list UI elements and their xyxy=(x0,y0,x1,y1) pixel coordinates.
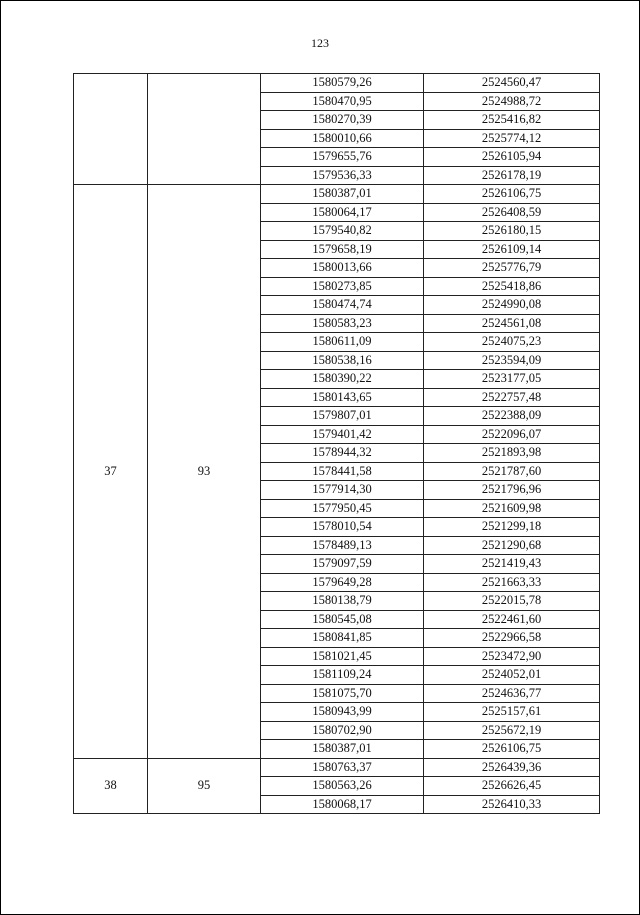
x-coordinate-cell: 1578441,58 xyxy=(261,462,424,481)
plot-number-cell: 38 xyxy=(74,758,148,814)
x-coordinate-cell: 1580943,99 xyxy=(261,703,424,722)
x-coordinate-cell: 1580143,65 xyxy=(261,388,424,407)
x-coordinate-cell: 1580563,26 xyxy=(261,777,424,796)
y-coordinate-cell: 2526106,75 xyxy=(424,740,600,759)
x-coordinate-cell: 1579401,42 xyxy=(261,425,424,444)
x-coordinate-cell: 1580538,16 xyxy=(261,351,424,370)
y-coordinate-cell: 2526439,36 xyxy=(424,758,600,777)
y-coordinate-cell: 2524560,47 xyxy=(424,74,600,93)
table-row xyxy=(74,185,600,204)
x-coordinate-cell: 1579655,76 xyxy=(261,148,424,167)
x-coordinate-cell: 1580387,01 xyxy=(261,185,424,204)
x-coordinate-cell: 1579536,33 xyxy=(261,166,424,185)
x-coordinate-cell: 1577914,30 xyxy=(261,481,424,500)
y-coordinate-cell: 2524636,77 xyxy=(424,684,600,703)
x-coordinate-cell: 1579540,82 xyxy=(261,222,424,241)
y-coordinate-cell: 2526109,14 xyxy=(424,240,600,259)
y-coordinate-cell: 2525672,19 xyxy=(424,721,600,740)
y-coordinate-cell: 2526180,15 xyxy=(424,222,600,241)
x-coordinate-cell: 1580579,26 xyxy=(261,74,424,93)
x-coordinate-cell: 1580270,39 xyxy=(261,111,424,130)
plot-code-cell xyxy=(148,74,261,185)
plot-code-cell: 93 xyxy=(148,185,261,759)
y-coordinate-cell: 2526410,33 xyxy=(424,795,600,814)
y-coordinate-cell: 2524075,23 xyxy=(424,333,600,352)
coordinates-table-body xyxy=(74,74,600,814)
y-coordinate-cell: 2524990,08 xyxy=(424,296,600,315)
x-coordinate-cell: 1580763,37 xyxy=(261,758,424,777)
y-coordinate-cell: 2523177,05 xyxy=(424,370,600,389)
x-coordinate-cell: 1581075,70 xyxy=(261,684,424,703)
y-coordinate-cell: 2522757,48 xyxy=(424,388,600,407)
table-row xyxy=(74,758,600,777)
y-coordinate-cell: 2525774,12 xyxy=(424,129,600,148)
y-coordinate-cell: 2522461,60 xyxy=(424,610,600,629)
x-coordinate-cell: 1577950,45 xyxy=(261,499,424,518)
y-coordinate-cell: 2522388,09 xyxy=(424,407,600,426)
x-coordinate-cell: 1580841,85 xyxy=(261,629,424,648)
y-coordinate-cell: 2525157,61 xyxy=(424,703,600,722)
x-coordinate-cell: 1579649,28 xyxy=(261,573,424,592)
y-coordinate-cell: 2524988,72 xyxy=(424,92,600,111)
y-coordinate-cell: 2526178,19 xyxy=(424,166,600,185)
plot-number-cell xyxy=(74,74,148,185)
y-coordinate-cell: 2526105,94 xyxy=(424,148,600,167)
x-coordinate-cell: 1578944,32 xyxy=(261,444,424,463)
y-coordinate-cell: 2526408,59 xyxy=(424,203,600,222)
x-coordinate-cell: 1580068,17 xyxy=(261,795,424,814)
y-coordinate-cell: 2525416,82 xyxy=(424,111,600,130)
plot-code-cell: 95 xyxy=(148,758,261,814)
y-coordinate-cell: 2521290,68 xyxy=(424,536,600,555)
page-number: 123 xyxy=(311,36,329,50)
x-coordinate-cell: 1581109,24 xyxy=(261,666,424,685)
y-coordinate-cell: 2522096,07 xyxy=(424,425,600,444)
x-coordinate-cell: 1580138,79 xyxy=(261,592,424,611)
x-coordinate-cell: 1580273,85 xyxy=(261,277,424,296)
x-coordinate-cell: 1580583,23 xyxy=(261,314,424,333)
y-coordinate-cell: 2521787,60 xyxy=(424,462,600,481)
y-coordinate-cell: 2523594,09 xyxy=(424,351,600,370)
x-coordinate-cell: 1580064,17 xyxy=(261,203,424,222)
y-coordinate-cell: 2521609,98 xyxy=(424,499,600,518)
x-coordinate-cell: 1579807,01 xyxy=(261,407,424,426)
y-coordinate-cell: 2524052,01 xyxy=(424,666,600,685)
y-coordinate-cell: 2521796,96 xyxy=(424,481,600,500)
x-coordinate-cell: 1578010,54 xyxy=(261,518,424,537)
y-coordinate-cell: 2523472,90 xyxy=(424,647,600,666)
x-coordinate-cell: 1580474,74 xyxy=(261,296,424,315)
x-coordinate-cell: 1578489,13 xyxy=(261,536,424,555)
x-coordinate-cell: 1580010,66 xyxy=(261,129,424,148)
y-coordinate-cell: 2521893,98 xyxy=(424,444,600,463)
y-coordinate-cell: 2521299,18 xyxy=(424,518,600,537)
y-coordinate-cell: 2525776,79 xyxy=(424,259,600,278)
y-coordinate-cell: 2526626,45 xyxy=(424,777,600,796)
plot-number-cell: 37 xyxy=(74,185,148,759)
y-coordinate-cell: 2524561,08 xyxy=(424,314,600,333)
table-row xyxy=(74,74,600,93)
x-coordinate-cell: 1579658,19 xyxy=(261,240,424,259)
x-coordinate-cell: 1580545,08 xyxy=(261,610,424,629)
x-coordinate-cell: 1580470,95 xyxy=(261,92,424,111)
y-coordinate-cell: 2521419,43 xyxy=(424,555,600,574)
y-coordinate-cell: 2522966,58 xyxy=(424,629,600,648)
x-coordinate-cell: 1580013,66 xyxy=(261,259,424,278)
x-coordinate-cell: 1580390,22 xyxy=(261,370,424,389)
x-coordinate-cell: 1580387,01 xyxy=(261,740,424,759)
y-coordinate-cell: 2526106,75 xyxy=(424,185,600,204)
x-coordinate-cell: 1580702,90 xyxy=(261,721,424,740)
x-coordinate-cell: 1581021,45 xyxy=(261,647,424,666)
coordinates-table xyxy=(73,73,600,814)
x-coordinate-cell: 1580611,09 xyxy=(261,333,424,352)
x-coordinate-cell: 1579097,59 xyxy=(261,555,424,574)
y-coordinate-cell: 2525418,86 xyxy=(424,277,600,296)
y-coordinate-cell: 2522015,78 xyxy=(424,592,600,611)
y-coordinate-cell: 2521663,33 xyxy=(424,573,600,592)
